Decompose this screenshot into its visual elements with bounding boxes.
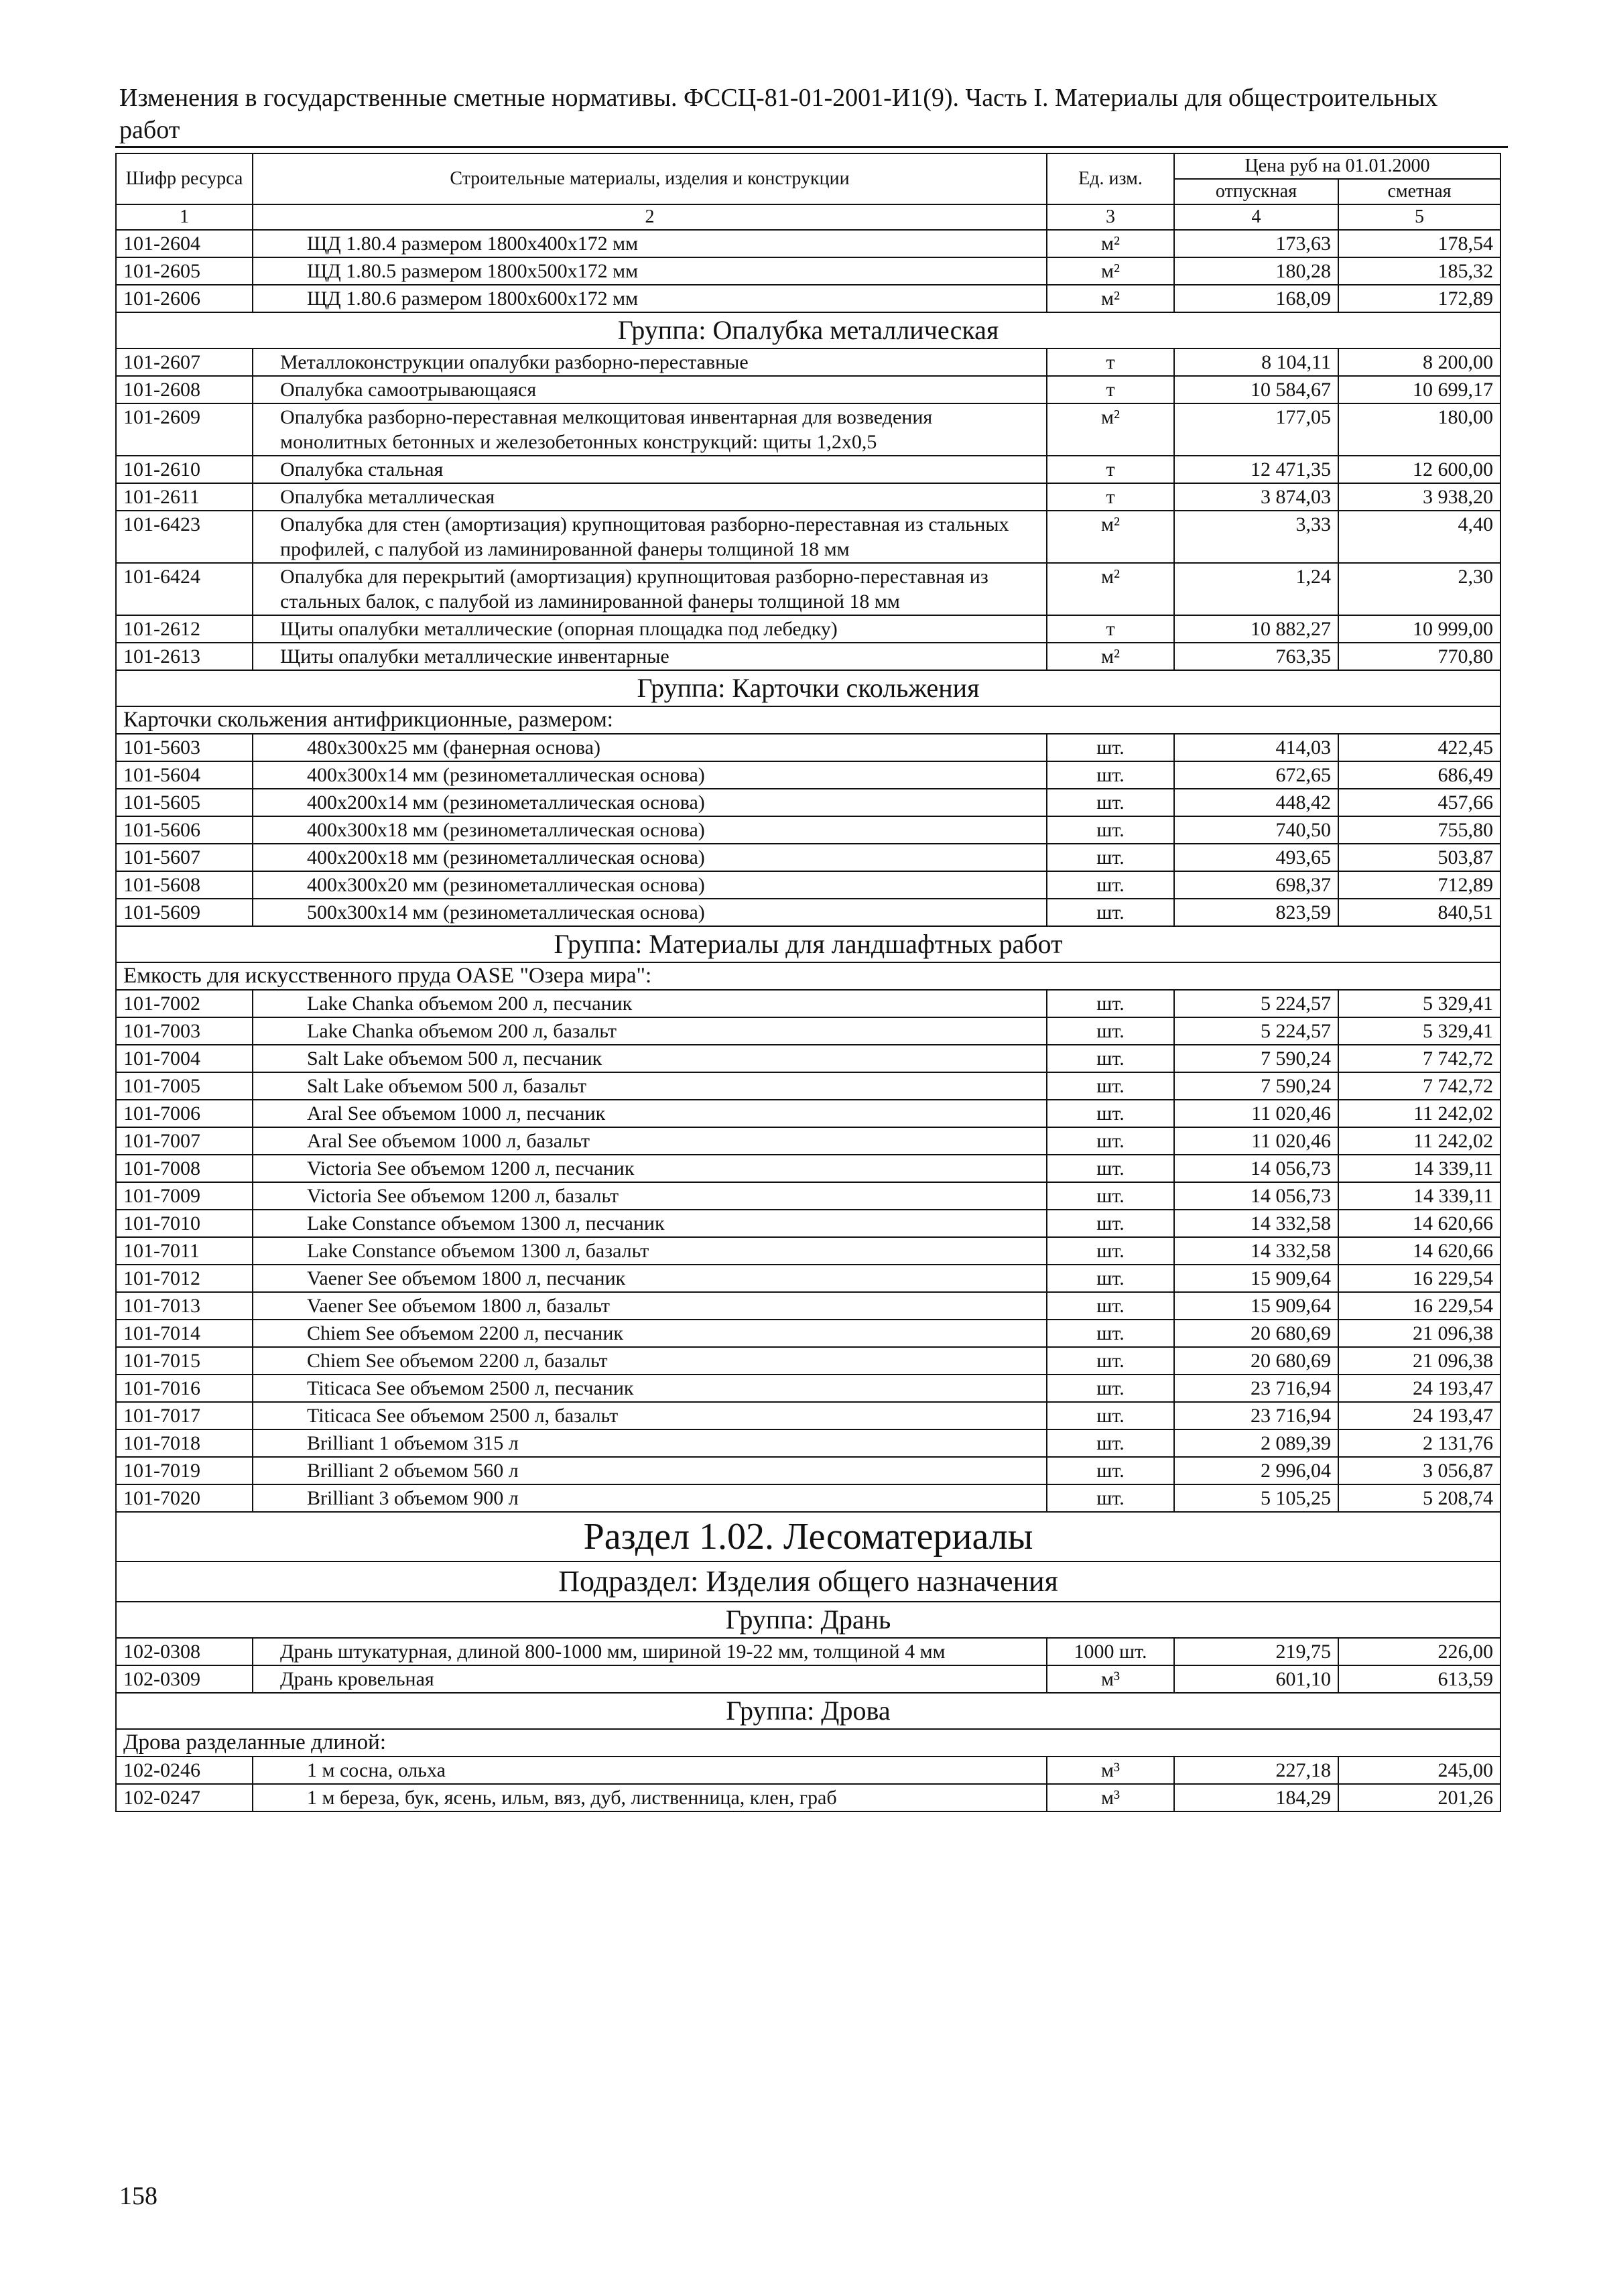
release-price: 601,10 — [1174, 1665, 1338, 1693]
table-row — [116, 257, 1500, 285]
col-unit-header: Ед. изм. — [1047, 153, 1174, 204]
resource-unit: шт. — [1047, 1292, 1174, 1320]
resource-name: Vaener See объемом 1800 л, базальт — [253, 1292, 1047, 1320]
release-price: 5 105,25 — [1174, 1484, 1338, 1512]
release-price: 1,24 — [1174, 563, 1338, 615]
estimate-price: 8 200,00 — [1338, 348, 1500, 376]
resource-code: 101-7012 — [116, 1265, 253, 1292]
resource-unit: шт. — [1047, 1429, 1174, 1457]
table-row — [116, 1638, 1500, 1665]
resource-unit: м³ — [1047, 1665, 1174, 1693]
resource-name: Lake Chanka объемом 200 л, песчаник — [253, 990, 1047, 1017]
table-row — [116, 871, 1500, 899]
resource-name: 400х300х14 мм (резинометаллическая основа) — [253, 761, 1047, 789]
resource-unit: шт. — [1047, 1100, 1174, 1127]
resource-code: 102-0309 — [116, 1665, 253, 1693]
release-price: 14 332,58 — [1174, 1210, 1338, 1237]
resource-code: 101-2605 — [116, 257, 253, 285]
release-price: 11 020,46 — [1174, 1127, 1338, 1155]
resource-code: 101-2608 — [116, 376, 253, 403]
resource-name: Victoria See объемом 1200 л, песчаник — [253, 1155, 1047, 1182]
estimate-price: 613,59 — [1338, 1665, 1500, 1693]
resource-unit: м³ — [1047, 1757, 1174, 1784]
release-price: 227,18 — [1174, 1757, 1338, 1784]
resource-code: 101-7017 — [116, 1402, 253, 1429]
group-row — [116, 1693, 1500, 1729]
resource-unit: шт. — [1047, 844, 1174, 871]
release-price: 10 882,27 — [1174, 615, 1338, 643]
table-row — [116, 456, 1500, 483]
estimate-price: 5 329,41 — [1338, 990, 1500, 1017]
section-row — [116, 1512, 1500, 1561]
table-row — [116, 511, 1500, 563]
table-row — [116, 643, 1500, 670]
estimate-price: 14 339,11 — [1338, 1155, 1500, 1182]
resource-unit: шт. — [1047, 1347, 1174, 1375]
col-number-5: 5 — [1338, 204, 1500, 230]
release-price: 219,75 — [1174, 1638, 1338, 1665]
resource-code: 101-7014 — [116, 1320, 253, 1347]
resource-code: 101-5607 — [116, 844, 253, 871]
resource-name: 400х200х18 мм (резинометаллическая основа) — [253, 844, 1047, 871]
table-row — [116, 1100, 1500, 1127]
group-row — [116, 926, 1500, 962]
estimate-price: 686,49 — [1338, 761, 1500, 789]
price-table — [115, 153, 1501, 1812]
page-number: 158 — [119, 2182, 157, 2210]
release-price: 7 590,24 — [1174, 1072, 1338, 1100]
resource-unit: шт. — [1047, 1457, 1174, 1484]
release-price: 763,35 — [1174, 643, 1338, 670]
estimate-price: 3 938,20 — [1338, 483, 1500, 511]
resource-name: ЩД 1.80.5 размером 1800х500х172 мм — [253, 257, 1047, 285]
table-row — [116, 1484, 1500, 1512]
table-row — [116, 1665, 1500, 1693]
release-price: 672,65 — [1174, 761, 1338, 789]
resource-unit: шт. — [1047, 899, 1174, 926]
resource-code: 101-2607 — [116, 348, 253, 376]
release-price: 14 056,73 — [1174, 1182, 1338, 1210]
release-price: 10 584,67 — [1174, 376, 1338, 403]
resource-unit: шт. — [1047, 1072, 1174, 1100]
resource-code: 102-0247 — [116, 1784, 253, 1811]
resource-unit: шт. — [1047, 990, 1174, 1017]
release-price: 14 056,73 — [1174, 1155, 1338, 1182]
estimate-price: 226,00 — [1338, 1638, 1500, 1665]
release-price: 2 996,04 — [1174, 1457, 1338, 1484]
resource-name: Brilliant 2 объемом 560 л — [253, 1457, 1047, 1484]
resource-name: Lake Constance объемом 1300 л, базальт — [253, 1237, 1047, 1265]
release-price: 11 020,46 — [1174, 1100, 1338, 1127]
col-number-2: 2 — [253, 204, 1047, 230]
release-price: 12 471,35 — [1174, 456, 1338, 483]
table-row — [116, 734, 1500, 761]
resource-name: Опалубка металлическая — [253, 483, 1047, 511]
resource-unit: т — [1047, 456, 1174, 483]
table-row — [116, 1347, 1500, 1375]
resource-code: 101-2610 — [116, 456, 253, 483]
release-price: 698,37 — [1174, 871, 1338, 899]
resource-unit: т — [1047, 483, 1174, 511]
release-price: 493,65 — [1174, 844, 1338, 871]
table-row — [116, 615, 1500, 643]
release-price: 180,28 — [1174, 257, 1338, 285]
col-price-header: Цена руб на 01.01.2000 — [1174, 153, 1500, 179]
resource-code: 101-2612 — [116, 615, 253, 643]
resource-name: Brilliant 3 объемом 900 л — [253, 1484, 1047, 1512]
table-row — [116, 1457, 1500, 1484]
resource-name: Lake Constance объемом 1300 л, песчаник — [253, 1210, 1047, 1237]
resource-code: 101-5609 — [116, 899, 253, 926]
resource-code: 101-7009 — [116, 1182, 253, 1210]
release-price: 448,42 — [1174, 789, 1338, 816]
resource-unit: шт. — [1047, 1017, 1174, 1045]
release-price: 20 680,69 — [1174, 1320, 1338, 1347]
resource-name: Chiem See объемом 2200 л, базальт — [253, 1347, 1047, 1375]
resource-name: Опалубка стальная — [253, 456, 1047, 483]
table-row — [116, 1155, 1500, 1182]
table-row — [116, 1784, 1500, 1811]
group-title: Группа: Опалубка металлическая — [116, 312, 1500, 348]
estimate-price: 178,54 — [1338, 230, 1500, 257]
resource-name: Chiem See объемом 2200 л, песчаник — [253, 1320, 1047, 1347]
resource-unit: шт. — [1047, 816, 1174, 844]
estimate-price: 11 242,02 — [1338, 1127, 1500, 1155]
resource-unit: м² — [1047, 403, 1174, 456]
estimate-price: 16 229,54 — [1338, 1292, 1500, 1320]
estimate-price: 172,89 — [1338, 285, 1500, 312]
release-price: 173,63 — [1174, 230, 1338, 257]
resource-code: 101-2604 — [116, 230, 253, 257]
resource-unit: шт. — [1047, 1045, 1174, 1072]
estimate-price: 2 131,76 — [1338, 1429, 1500, 1457]
resource-unit: шт. — [1047, 1210, 1174, 1237]
resource-code: 101-7007 — [116, 1127, 253, 1155]
col-code-header: Шифр ресурса — [116, 153, 253, 204]
estimate-price: 14 620,66 — [1338, 1210, 1500, 1237]
table-row — [116, 1072, 1500, 1100]
estimate-price: 201,26 — [1338, 1784, 1500, 1811]
resource-name: Salt Lake объемом 500 л, базальт — [253, 1072, 1047, 1100]
estimate-price: 5 329,41 — [1338, 1017, 1500, 1045]
resource-code: 101-7019 — [116, 1457, 253, 1484]
estimate-price: 4,40 — [1338, 511, 1500, 563]
resource-name: Lake Chanka объемом 200 л, базальт — [253, 1017, 1047, 1045]
table-row — [116, 761, 1500, 789]
resource-code: 101-6423 — [116, 511, 253, 563]
table-row — [116, 1210, 1500, 1237]
resource-code: 101-5604 — [116, 761, 253, 789]
table-row — [116, 1045, 1500, 1072]
subgroup-title: Емкость для искусственного пруда OASE "Озера мира": — [116, 962, 1500, 990]
resource-unit: м² — [1047, 285, 1174, 312]
resource-unit: т — [1047, 348, 1174, 376]
estimate-price: 10 699,17 — [1338, 376, 1500, 403]
table-row — [116, 483, 1500, 511]
resource-code: 101-5603 — [116, 734, 253, 761]
resource-name: 1 м береза, бук, ясень, ильм, вяз, дуб, лиственница, клен, граб — [253, 1784, 1047, 1811]
estimate-price: 21 096,38 — [1338, 1347, 1500, 1375]
table-row — [116, 1127, 1500, 1155]
resource-name: Titicaca See объемом 2500 л, базальт — [253, 1402, 1047, 1429]
resource-code: 101-7015 — [116, 1347, 253, 1375]
resource-name: Дрань штукатурная, длиной 800-1000 мм, шириной 19-22 мм, толщиной 4 мм — [253, 1638, 1047, 1665]
estimate-price: 840,51 — [1338, 899, 1500, 926]
table-row — [116, 1320, 1500, 1347]
release-price: 8 104,11 — [1174, 348, 1338, 376]
release-price: 15 909,64 — [1174, 1292, 1338, 1320]
resource-code: 101-7002 — [116, 990, 253, 1017]
subgroup-title: Карточки скольжения антифрикционные, размером: — [116, 706, 1500, 734]
resource-name: Щиты опалубки металлические (опорная площадка под лебедку) — [253, 615, 1047, 643]
group-row — [116, 1602, 1500, 1638]
resource-unit: шт. — [1047, 1265, 1174, 1292]
release-price: 3,33 — [1174, 511, 1338, 563]
estimate-price: 712,89 — [1338, 871, 1500, 899]
resource-code: 101-5608 — [116, 871, 253, 899]
subgroup-row — [116, 1729, 1500, 1757]
resource-unit: м² — [1047, 511, 1174, 563]
table-row — [116, 1757, 1500, 1784]
resource-unit: шт. — [1047, 1155, 1174, 1182]
header-divider — [115, 146, 1508, 148]
resource-unit: шт. — [1047, 1127, 1174, 1155]
table-body — [116, 230, 1500, 1811]
release-price: 5 224,57 — [1174, 990, 1338, 1017]
release-price: 5 224,57 — [1174, 1017, 1338, 1045]
estimate-price: 5 208,74 — [1338, 1484, 1500, 1512]
resource-code: 101-2611 — [116, 483, 253, 511]
table-row — [116, 285, 1500, 312]
column-number-row — [116, 204, 1500, 230]
resource-name: 400х300х20 мм (резинометаллическая основа) — [253, 871, 1047, 899]
table-row — [116, 403, 1500, 456]
resource-code: 101-7006 — [116, 1100, 253, 1127]
col-release-header: отпускная — [1174, 179, 1338, 204]
resource-unit: т — [1047, 615, 1174, 643]
estimate-price: 7 742,72 — [1338, 1072, 1500, 1100]
col-name-header: Строительные материалы, изделия и конструкции — [253, 153, 1047, 204]
estimate-price: 14 620,66 — [1338, 1237, 1500, 1265]
resource-unit: шт. — [1047, 1237, 1174, 1265]
table-row — [116, 899, 1500, 926]
estimate-price: 21 096,38 — [1338, 1320, 1500, 1347]
resource-unit: шт. — [1047, 1375, 1174, 1402]
group-row — [116, 670, 1500, 706]
resource-name: ЩД 1.80.4 размером 1800х400х172 мм — [253, 230, 1047, 257]
group-title: Группа: Карточки скольжения — [116, 670, 1500, 706]
table-row — [116, 1265, 1500, 1292]
resource-name: Vaener See объемом 1800 л, песчаник — [253, 1265, 1047, 1292]
resource-name: 1 м сосна, ольха — [253, 1757, 1047, 1784]
estimate-price: 457,66 — [1338, 789, 1500, 816]
resource-code: 102-0308 — [116, 1638, 253, 1665]
resource-unit: шт. — [1047, 789, 1174, 816]
resource-code: 101-7011 — [116, 1237, 253, 1265]
resource-code: 101-5605 — [116, 789, 253, 816]
table-row — [116, 230, 1500, 257]
subsection-title: Подраздел: Изделия общего назначения — [116, 1561, 1500, 1602]
release-price: 14 332,58 — [1174, 1237, 1338, 1265]
resource-code: 101-7003 — [116, 1017, 253, 1045]
resource-code: 101-7008 — [116, 1155, 253, 1182]
col-number-3: 3 — [1047, 204, 1174, 230]
release-price: 20 680,69 — [1174, 1347, 1338, 1375]
resource-code: 101-7013 — [116, 1292, 253, 1320]
table-row — [116, 376, 1500, 403]
resource-name: 400х300х18 мм (резинометаллическая основа) — [253, 816, 1047, 844]
resource-code: 102-0246 — [116, 1757, 253, 1784]
resource-code: 101-7004 — [116, 1045, 253, 1072]
estimate-price: 245,00 — [1338, 1757, 1500, 1784]
estimate-price: 755,80 — [1338, 816, 1500, 844]
resource-name: Опалубка самоотрывающаяся — [253, 376, 1047, 403]
table-row — [116, 1017, 1500, 1045]
resource-unit: шт. — [1047, 761, 1174, 789]
subsection-row — [116, 1561, 1500, 1602]
group-title: Группа: Дрова — [116, 1693, 1500, 1729]
release-price: 7 590,24 — [1174, 1045, 1338, 1072]
resource-unit: шт. — [1047, 1402, 1174, 1429]
resource-name: Aral See объемом 1000 л, базальт — [253, 1127, 1047, 1155]
resource-unit: шт. — [1047, 871, 1174, 899]
resource-name: 400х200х14 мм (резинометаллическая основа) — [253, 789, 1047, 816]
resource-unit: шт. — [1047, 1484, 1174, 1512]
resource-code: 101-7020 — [116, 1484, 253, 1512]
group-title: Группа: Материалы для ландшафтных работ — [116, 926, 1500, 962]
estimate-price: 2,30 — [1338, 563, 1500, 615]
release-price: 23 716,94 — [1174, 1375, 1338, 1402]
group-title: Группа: Дрань — [116, 1602, 1500, 1638]
estimate-price: 12 600,00 — [1338, 456, 1500, 483]
estimate-price: 11 242,02 — [1338, 1100, 1500, 1127]
release-price: 2 089,39 — [1174, 1429, 1338, 1457]
resource-code: 101-2606 — [116, 285, 253, 312]
resource-code: 101-2613 — [116, 643, 253, 670]
estimate-price: 770,80 — [1338, 643, 1500, 670]
group-row — [116, 312, 1500, 348]
resource-unit: шт. — [1047, 734, 1174, 761]
resource-unit: шт. — [1047, 1320, 1174, 1347]
page-header-title: Изменения в государственные сметные нормативы. ФССЦ-81-01-2001-И1(9). Часть I. Материалы для общестроительных работ — [119, 84, 1438, 144]
resource-unit: 1000 шт. — [1047, 1638, 1174, 1665]
table-row — [116, 563, 1500, 615]
resource-name: Металлоконструкции опалубки разборно-переставные — [253, 348, 1047, 376]
table-row — [116, 844, 1500, 871]
estimate-price: 7 742,72 — [1338, 1045, 1500, 1072]
release-price: 414,03 — [1174, 734, 1338, 761]
release-price: 168,09 — [1174, 285, 1338, 312]
resource-unit: м³ — [1047, 1784, 1174, 1811]
release-price: 23 716,94 — [1174, 1402, 1338, 1429]
table-row — [116, 1429, 1500, 1457]
resource-name: ЩД 1.80.6 размером 1800х600х172 мм — [253, 285, 1047, 312]
resource-code: 101-7010 — [116, 1210, 253, 1237]
resource-name: Aral See объемом 1000 л, песчаник — [253, 1100, 1047, 1127]
estimate-price: 16 229,54 — [1338, 1265, 1500, 1292]
table-row — [116, 1402, 1500, 1429]
resource-unit: м² — [1047, 643, 1174, 670]
resource-unit: т — [1047, 376, 1174, 403]
release-price: 3 874,03 — [1174, 483, 1338, 511]
resource-name: Опалубка для перекрытий (амортизация) крупнощитовая разборно-переставная из стальных балок, с палубой из ламинированной фанеры толщиной 18 мм — [253, 563, 1047, 615]
estimate-price: 3 056,87 — [1338, 1457, 1500, 1484]
subgroup-row — [116, 706, 1500, 734]
subgroup-row — [116, 962, 1500, 990]
table-row — [116, 990, 1500, 1017]
estimate-price: 185,32 — [1338, 257, 1500, 285]
resource-code: 101-2609 — [116, 403, 253, 456]
release-price: 184,29 — [1174, 1784, 1338, 1811]
resource-code: 101-7016 — [116, 1375, 253, 1402]
resource-unit: м² — [1047, 257, 1174, 285]
table-row — [116, 1237, 1500, 1265]
resource-name: Salt Lake объемом 500 л, песчаник — [253, 1045, 1047, 1072]
table-row — [116, 816, 1500, 844]
table-row — [116, 789, 1500, 816]
resource-code: 101-7018 — [116, 1429, 253, 1457]
subgroup-title: Дрова разделанные длиной: — [116, 1729, 1500, 1757]
resource-name: 480х300х25 мм (фанерная основа) — [253, 734, 1047, 761]
resource-name: Дрань кровельная — [253, 1665, 1047, 1693]
resource-name: Titicaca See объемом 2500 л, песчаник — [253, 1375, 1047, 1402]
resource-code: 101-7005 — [116, 1072, 253, 1100]
col-estimate-header: сметная — [1338, 179, 1500, 204]
table-row — [116, 1182, 1500, 1210]
table-row — [116, 348, 1500, 376]
resource-name: Опалубка для стен (амортизация) крупнощитовая разборно-переставная из стальных профилей, с палубой из ламинированной фанеры толщиной 18 мм — [253, 511, 1047, 563]
release-price: 15 909,64 — [1174, 1265, 1338, 1292]
release-price: 740,50 — [1174, 816, 1338, 844]
section-title: Раздел 1.02. Лесоматериалы — [116, 1512, 1500, 1561]
release-price: 823,59 — [1174, 899, 1338, 926]
estimate-price: 10 999,00 — [1338, 615, 1500, 643]
estimate-price: 180,00 — [1338, 403, 1500, 456]
table-header-row — [116, 153, 1500, 179]
resource-name: Опалубка разборно-переставная мелкощитовая инвентарная для возведения монолитных бетонных и железобетонных конструкций: щиты 1,2х0,5 — [253, 403, 1047, 456]
resource-name: Brilliant 1 объемом 315 л — [253, 1429, 1047, 1457]
estimate-price: 24 193,47 — [1338, 1375, 1500, 1402]
estimate-price: 14 339,11 — [1338, 1182, 1500, 1210]
col-number-1: 1 — [116, 204, 253, 230]
col-number-4: 4 — [1174, 204, 1338, 230]
resource-code: 101-5606 — [116, 816, 253, 844]
resource-name: Щиты опалубки металлические инвентарные — [253, 643, 1047, 670]
resource-name: Victoria See объемом 1200 л, базальт — [253, 1182, 1047, 1210]
resource-name: 500х300х14 мм (резинометаллическая основа) — [253, 899, 1047, 926]
table-row — [116, 1292, 1500, 1320]
resource-unit: шт. — [1047, 1182, 1174, 1210]
table-row — [116, 1375, 1500, 1402]
release-price: 177,05 — [1174, 403, 1338, 456]
resource-unit: м² — [1047, 230, 1174, 257]
estimate-price: 422,45 — [1338, 734, 1500, 761]
resource-code: 101-6424 — [116, 563, 253, 615]
estimate-price: 503,87 — [1338, 844, 1500, 871]
resource-unit: м² — [1047, 563, 1174, 615]
estimate-price: 24 193,47 — [1338, 1402, 1500, 1429]
